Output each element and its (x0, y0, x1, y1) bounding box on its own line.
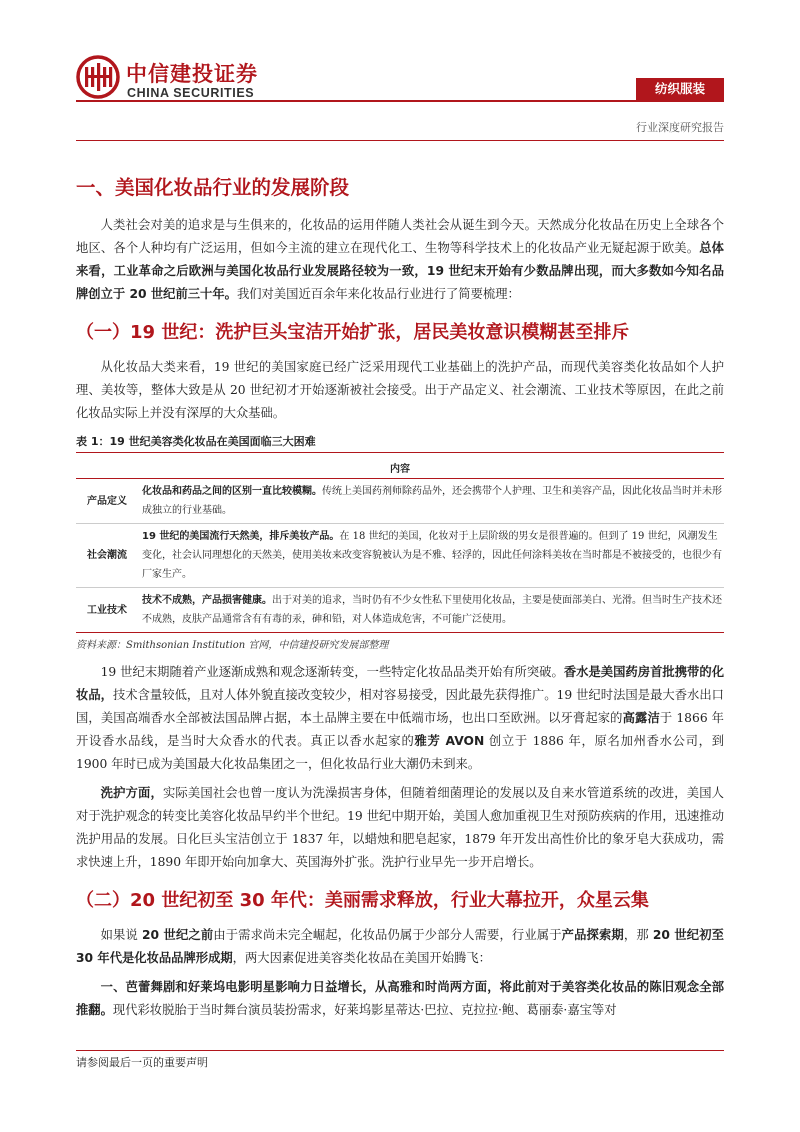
table-source-note: 资料来源：Smithsonian Institution 官网，中信建投研究发展部整理 (76, 640, 389, 651)
header-divider (76, 100, 724, 102)
paragraph-washing-care: 洗护方面，实际美国社会也曾一度认为洗澡损害身体，但随着细菌理论的发展以及自来水管道系统的改进，美国人对于洗护观念的转变比美容化妆品早约半个世纪。19 世纪中期开始，美国人愈加重视卫生对预防疾病的作用，迅速推动洗护用品的发展。日化巨头宝洁创立于 1837 年，以蜡烛和肥皂起家，1879 年开发出高性价比的象牙皂大获成功，需求快速上升，1890 年即开始向加拿大、英国海外扩张。洗护行业早先一步开启增长。 (76, 786, 724, 869)
paragraph-ballet-hollywood: 一、芭蕾舞剧和好莱坞电影明星影响力日益增长，从高雅和时尚两方面，将此前对于美容类化妆品的陈旧观念全部推翻。现代彩妆脱胎于当时舞台演员装扮需求，好莱坞影星蒂达·巴拉、克拉拉·鲍、葛丽泰·嘉宝等对 (76, 980, 724, 1017)
table-description: 化妆品和药品之间的区别一直比较模糊。传统上美国药剂师除药品外，还会携带个人护理、卫生和美容产品，因此化妆品当时并未形成独立的行业基础。 (138, 479, 724, 524)
report-body (76, 150, 724, 1028)
footer-disclaimer: 请参阅最后一页的重要声明 (76, 1056, 208, 1069)
table-category: 产品定义 (76, 479, 138, 524)
paragraph-late-19th-century: 19 世纪末期随着产业逐渐成熟和观念逐渐转变，一些特定化妆品品类开始有所突破。香水是美国药房首批携带的化妆品，技术含量较低，且对人体外貌直接改变较少，相对容易接受，因此最先获得推广。19 世纪时法国是最大香水出口国，美国高端香水全部被法国品牌占据，本土品牌主要在中低端市场，也出口至欧洲。以牙膏起家的高露洁于 1866 年开设香水品线，是当时大众香水的代表。真正以香水起家的雅芳 AVON 创立于 1886 年，原名加州香水公司，到 1900 年时已成为美国最大化妆品集团之一，但化妆品行业大潮仍未到来。 (76, 665, 725, 771)
footer-divider (76, 1050, 724, 1051)
section-title: 一、美国化妆品行业的发展阶段 (76, 176, 350, 199)
paragraph-19th-century: 从化妆品大类来看，19 世纪的美国家庭已经广泛采用现代工业基础上的洗护产品，而现代美容类化妆品如个人护理、美妆等，整体大致是从 20 世纪初才开始逐渐被社会接受。出于产品定义、社会潮流、工业技术等原因，在此之前化妆品实际上并没有深厚的大众基础。 (76, 360, 724, 420)
paragraph-brand-formation: 如果说 20 世纪之前由于需求尚未完全崛起，化妆品仍属于少部分人需要，行业属于产品探索期，那 20 世纪初至 30 年代是化妆品品牌形成期，两大因素促进美容类化妆品在美国开始腾飞： (76, 928, 724, 965)
header-divider-thin (76, 140, 724, 141)
table-header: 内容 (76, 457, 724, 479)
table-row (76, 524, 724, 588)
logo-english-name: CHINA SECURITIES (127, 86, 255, 100)
industry-category-tag: 纺织服装 (636, 78, 724, 100)
table-row (76, 588, 724, 633)
intro-paragraph: 人类社会对美的追求是与生俱来的，化妆品的运用伴随人类社会从诞生到今天。天然成分化妆品在历史上全球各个地区、各个人种均有广泛运用，但如今主流的建立在现代化工、生物等科学技术上的化妆品产业无疑起源于欧美。总体来看，工业革命之后欧洲与美国化妆品行业发展路径较为一致，19 世纪末开始有少数品牌出现，而大多数如今知名品牌创立于 20 世纪前三十年。我们对美国近百余年来化妆品行业进行了简要梳理： (76, 218, 724, 301)
subsection-title-20th-century: （二）20 世纪初至 30 年代：美丽需求释放，行业大幕拉开，众星云集 (76, 890, 649, 911)
table-category: 工业技术 (76, 588, 138, 633)
logo-chinese-name: 中信建投证券 (126, 62, 258, 86)
subsection-title-19th-century: （一）19 世纪：洗护巨头宝洁开始扩张，居民美妆意识模糊甚至排斥 (76, 322, 630, 343)
table-title: 表 1：19 世纪美容类化妆品在美国面临三大困难 (76, 433, 724, 453)
table-description: 19 世纪的美国流行天然美，排斥美妆产品。在 18 世纪的美国，化妆对于上层阶级的男女是很普遍的。但到了 19 世纪，风潮发生变化，社会认同理想化的天然美，使用美妆来改变容貌被认为是不雅、轻浮的，因此任何涂料美妆在当时都是不被接受的，也很少有厂家生产。 (138, 524, 724, 588)
page-header (0, 0, 800, 140)
table-row (76, 479, 724, 524)
china-securities-logo-icon (76, 55, 120, 99)
report-type-label: 行业深度研究报告 (636, 121, 724, 134)
difficulties-table (76, 457, 724, 633)
table-category: 社会潮流 (76, 524, 138, 588)
table-description: 技术不成熟，产品损害健康。出于对美的追求，当时仍有不少女性私下里使用化妆品，主要是使面部美白、光滑。但当时生产技术还不成熟，皮肤产品通常含有有毒的汞，砷和铅，对人体造成危害，不可能广泛使用。 (138, 588, 724, 633)
